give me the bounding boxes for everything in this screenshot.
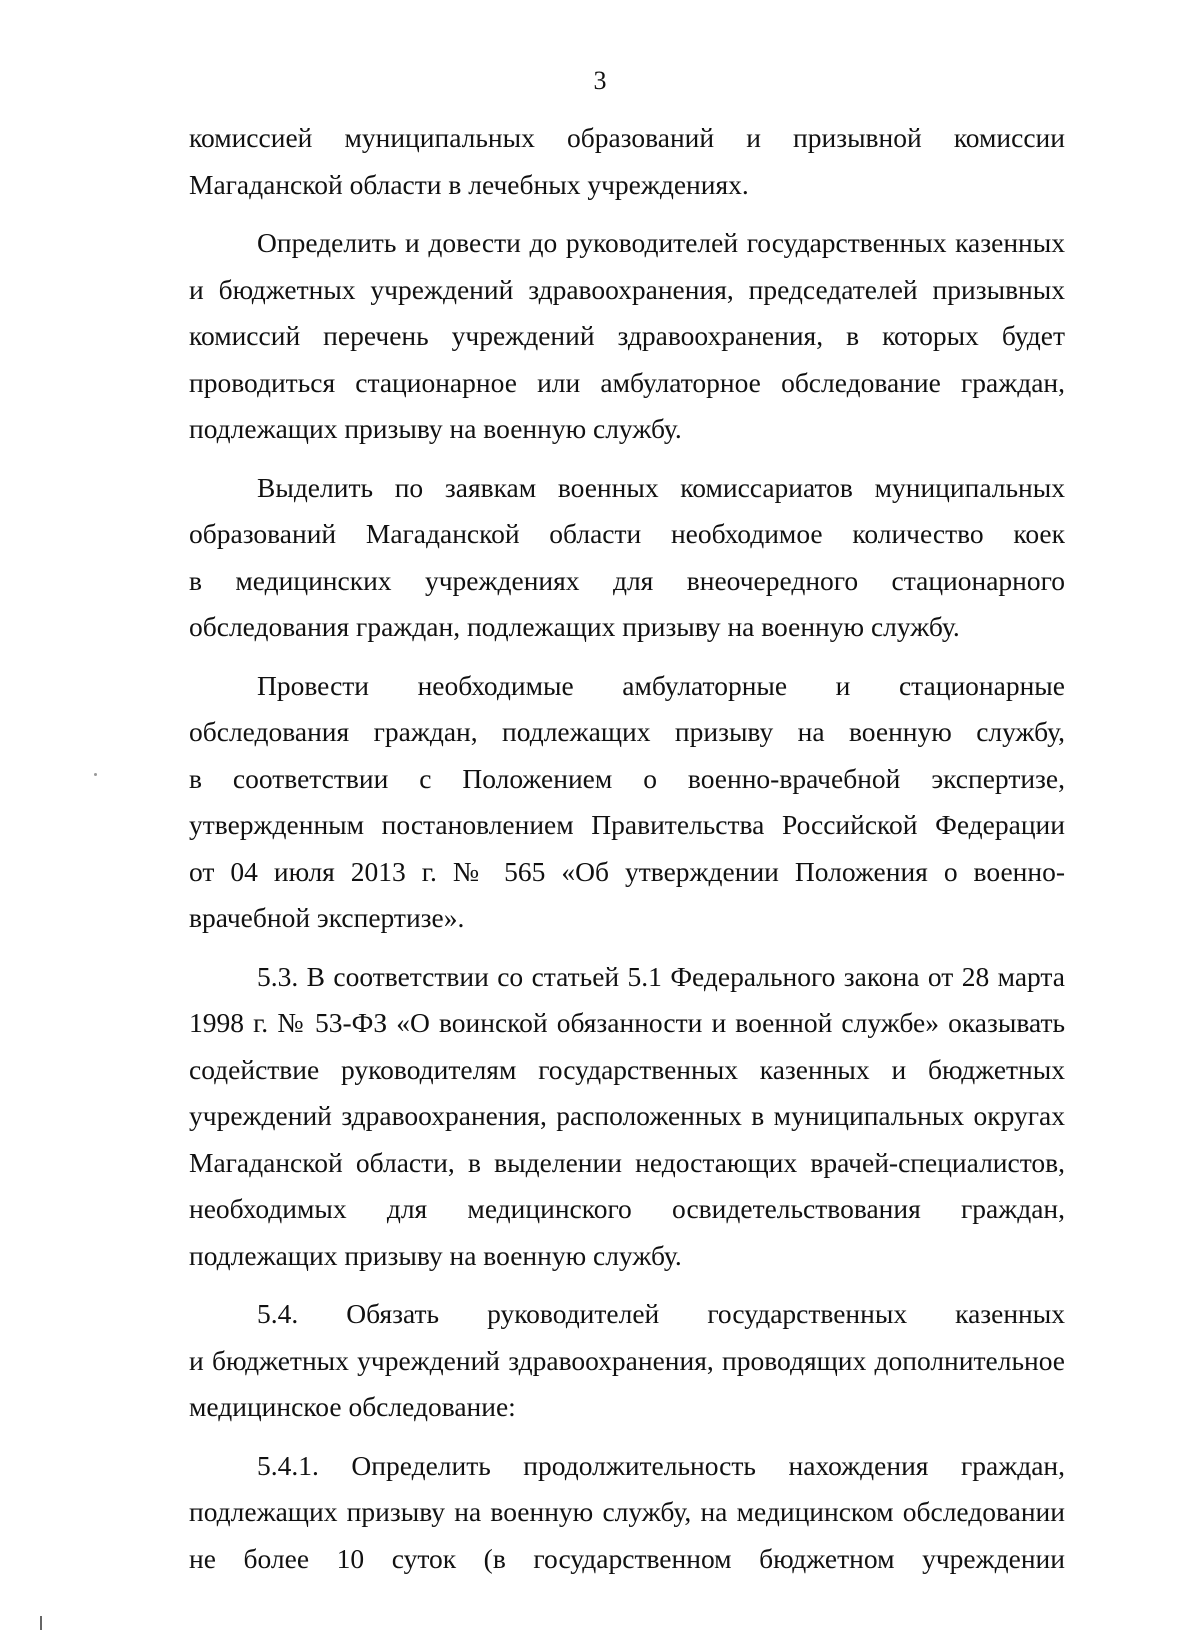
text-line: образований Магаданской области необходимое количество коек — [189, 518, 1065, 549]
text-line: Выделить по заявкам военных комиссариатов муниципальных — [257, 471, 1065, 503]
document-body — [189, 115, 1065, 1582]
paragraph-gap — [189, 453, 1065, 465]
text-line: подлежащих призыву на военную службу. — [189, 1239, 682, 1271]
text-line: Магаданской области в лечебных учреждениях. — [189, 168, 749, 200]
text-line: 5.4. Обязать руководителей государственных казенных — [257, 1298, 1065, 1329]
text-line: комиссией муниципальных образований и призывной комиссии — [189, 122, 1065, 153]
text-line: 5.4.1. Определить продолжительность нахождения граждан, — [257, 1449, 1065, 1481]
scan-edge-mark — [40, 1616, 42, 1630]
paragraph-gap — [189, 651, 1065, 663]
text-line: проводиться стационарное или амбулаторное обследование граждан, — [189, 366, 1065, 398]
text-line: и бюджетных учреждений здравоохранения, председателей призывных — [189, 273, 1065, 305]
text-line: 5.3. В соответствии со статьей 5.1 Федерального закона от 28 марта — [257, 960, 1065, 992]
text-line: врачебной экспертизе». — [189, 902, 465, 933]
paragraph-gap — [189, 208, 1065, 220]
text-line: утвержденным постановлением Правительства Российской Федерации — [189, 809, 1065, 840]
paragraph-gap — [189, 942, 1065, 954]
text-line: Магаданской области, в выделении недостающих врачей-специалистов, — [189, 1146, 1065, 1178]
page-number: 3 — [593, 66, 607, 95]
text-line: Определить и довести до руководителей государственных казенных — [257, 227, 1065, 258]
text-line: медицинское обследование: — [189, 1391, 516, 1422]
paragraph-gap — [189, 1431, 1065, 1443]
text-line: не более 10 суток (в государственном бюджетном учреждении — [189, 1542, 1065, 1574]
text-line: обследования граждан, подлежащих призыву на военную службу. — [189, 611, 960, 642]
text-line: подлежащих призыву на военную службу. — [189, 413, 682, 444]
text-line: содействие руководителям государственных казенных и бюджетных — [189, 1053, 1065, 1085]
text-line: в медицинских учреждениях для внеочередного стационарного — [189, 564, 1065, 596]
text-line: Провести необходимые амбулаторные и стационарные — [257, 669, 1065, 701]
text-line: подлежащих призыву на военную службу, на медицинском обследовании — [189, 1496, 1065, 1527]
text-line: обследования граждан, подлежащих призыву на военную службу, — [189, 716, 1065, 747]
text-line: необходимых для медицинского освидетельствования граждан, — [189, 1193, 1065, 1224]
text-line: от 04 июля 2013 г. № 565 «Об утверждении Положения о военно- — [189, 855, 1065, 887]
scan-speck — [94, 773, 97, 776]
text-line: в соответствии с Положением о военно-врачебной экспертизе, — [189, 762, 1065, 794]
text-line: учреждений здравоохранения, расположенных в муниципальных округах — [189, 1100, 1065, 1131]
paragraph-gap — [189, 1279, 1065, 1291]
text-line: и бюджетных учреждений здравоохранения, проводящих дополнительное — [189, 1344, 1065, 1376]
text-line: 1998 г. № 53-ФЗ «О воинской обязанности и военной службе» оказывать — [189, 1007, 1065, 1038]
text-line: комиссий перечень учреждений здравоохранения, в которых будет — [189, 320, 1065, 351]
